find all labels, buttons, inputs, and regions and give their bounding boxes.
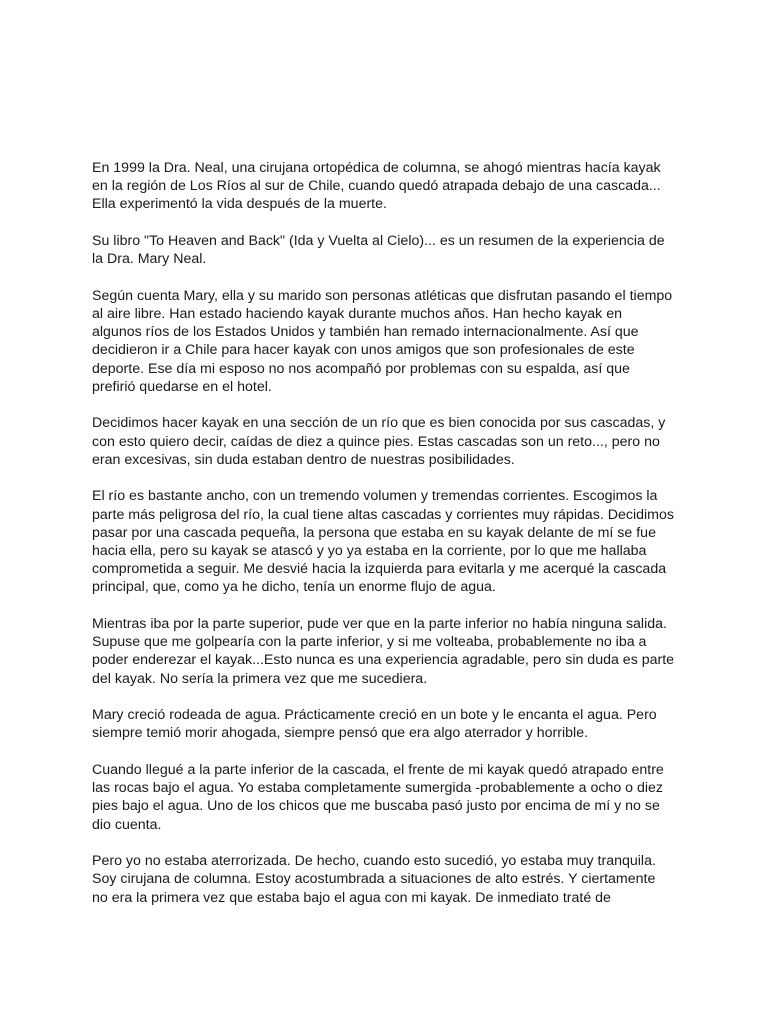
paragraph <box>92 615 682 688</box>
paragraph-line: eran excesivas, sin duda estaban dentro de nuestras posibilidades. <box>92 451 515 468</box>
paragraph-line: dio cuenta. <box>92 816 162 833</box>
paragraph-line: comprometida a seguir. Me desvié hacia la izquierda para evitarla y me acerqué la cascada <box>92 561 667 578</box>
paragraph <box>92 414 682 469</box>
paragraph-line: Decidimos hacer kayak en una sección de un río que es bien conocida por sus cascadas, y <box>92 415 666 432</box>
paragraph-line: prefirió quedarse en el hotel. <box>92 378 272 395</box>
paragraph-line: con esto quiero decir, caídas de diez a quince pies. Estas cascadas son un reto..., pero no <box>92 433 660 450</box>
paragraph <box>92 159 682 214</box>
paragraph-line: no era la primera vez que estaba bajo el agua con mi kayak. De inmediato traté de <box>92 889 611 906</box>
paragraph-line: deporte. Ese día mi esposo no nos acompañó por problemas con su espalda, así que <box>92 360 630 377</box>
paragraph-line: Mary creció rodeada de agua. Prácticamente creció en un bote y le encanta el agua. Pero <box>92 707 657 724</box>
paragraph-line: El río es bastante ancho, con un tremendo volumen y tremendas corrientes. Escogimos la <box>92 488 658 505</box>
paragraph-line: del kayak. No sería la primera vez que me sucediera. <box>92 670 428 687</box>
paragraph-line: Su libro "To Heaven and Back" (Ida y Vuelta al Cielo)... es un resumen de la experiencia de <box>92 233 665 249</box>
paragraph-line: Supuse que me golpearía con la parte inferior, y si me volteaba, probablemente no iba a <box>92 634 647 651</box>
paragraph <box>92 287 682 396</box>
paragraph-line: pasar por una cascada pequeña, la persona que estaba en su kayak delante de mí se fue <box>92 524 656 541</box>
paragraph-line: la Dra. Mary Neal. <box>92 251 207 268</box>
document-body <box>92 159 682 925</box>
paragraph <box>92 706 682 742</box>
paragraph-line: Cuando llegué a la parte inferior de la cascada, el frente de mi kayak quedó atrapado entre <box>92 762 664 779</box>
paragraph-line: las rocas bajo el agua. Yo estaba completamente sumergida -probablemente a ocho o diez <box>92 780 664 797</box>
paragraph <box>92 232 682 268</box>
paragraph-line: parte más peligrosa del río, la cual tiene altas cascadas y corrientes muy rápidas. Decidimos <box>92 506 674 523</box>
paragraph-line: En 1999 la Dra. Neal, una cirujana ortopédica de columna, se ahogó mientras hacía kayak <box>92 160 661 176</box>
paragraph-line: al aire libre. Han estado haciendo kayak durante muchos años. Han hecho kayak en <box>92 306 622 322</box>
paragraph-line: Según cuenta Mary, ella y su marido son personas atléticas que disfrutan pasando el tiempo <box>92 287 673 304</box>
paragraph-line: algunos ríos de los Estados Unidos y también han remado internacionalmente. Así que <box>92 324 639 341</box>
paragraph-line: principal, que, como ya he dicho, tenía un enorme flujo de agua. <box>92 579 496 596</box>
paragraph-line: Ella experimentó la vida después de la muerte. <box>92 196 387 213</box>
paragraph-line: Mientras iba por la parte superior, pude ver que en la parte inferior no había ninguna salida. <box>92 616 667 633</box>
paragraph-line: pies bajo el agua. Uno de los chicos que me buscaba pasó justo por encima de mí y no se <box>92 798 660 815</box>
paragraph <box>92 852 682 907</box>
paragraph <box>92 487 682 596</box>
paragraph-line: poder enderezar el kayak...Esto nunca es una experiencia agradable, pero sin duda es parte <box>92 652 675 669</box>
paragraph-line: en la región de Los Ríos al sur de Chile, cuando quedó atrapada debajo de una cascada... <box>92 178 661 195</box>
paragraph <box>92 761 682 834</box>
paragraph-line: decidieron ir a Chile para hacer kayak con unos amigos que son profesionales de este <box>92 342 635 359</box>
paragraph-line: siempre temió morir ahogada, siempre pensó que era algo aterrador y horrible. <box>92 725 589 742</box>
paragraph-line: Soy cirujana de columna. Estoy acostumbrada a situaciones de alto estrés. Y ciertamente <box>92 871 656 888</box>
paragraph-line: Pero yo no estaba aterrorizada. De hecho, cuando esto sucedió, yo estaba muy tranquila. <box>92 853 656 870</box>
paragraph-line: hacia ella, pero su kayak se atascó y yo ya estaba en la corriente, por lo que me hallaba <box>92 543 647 560</box>
